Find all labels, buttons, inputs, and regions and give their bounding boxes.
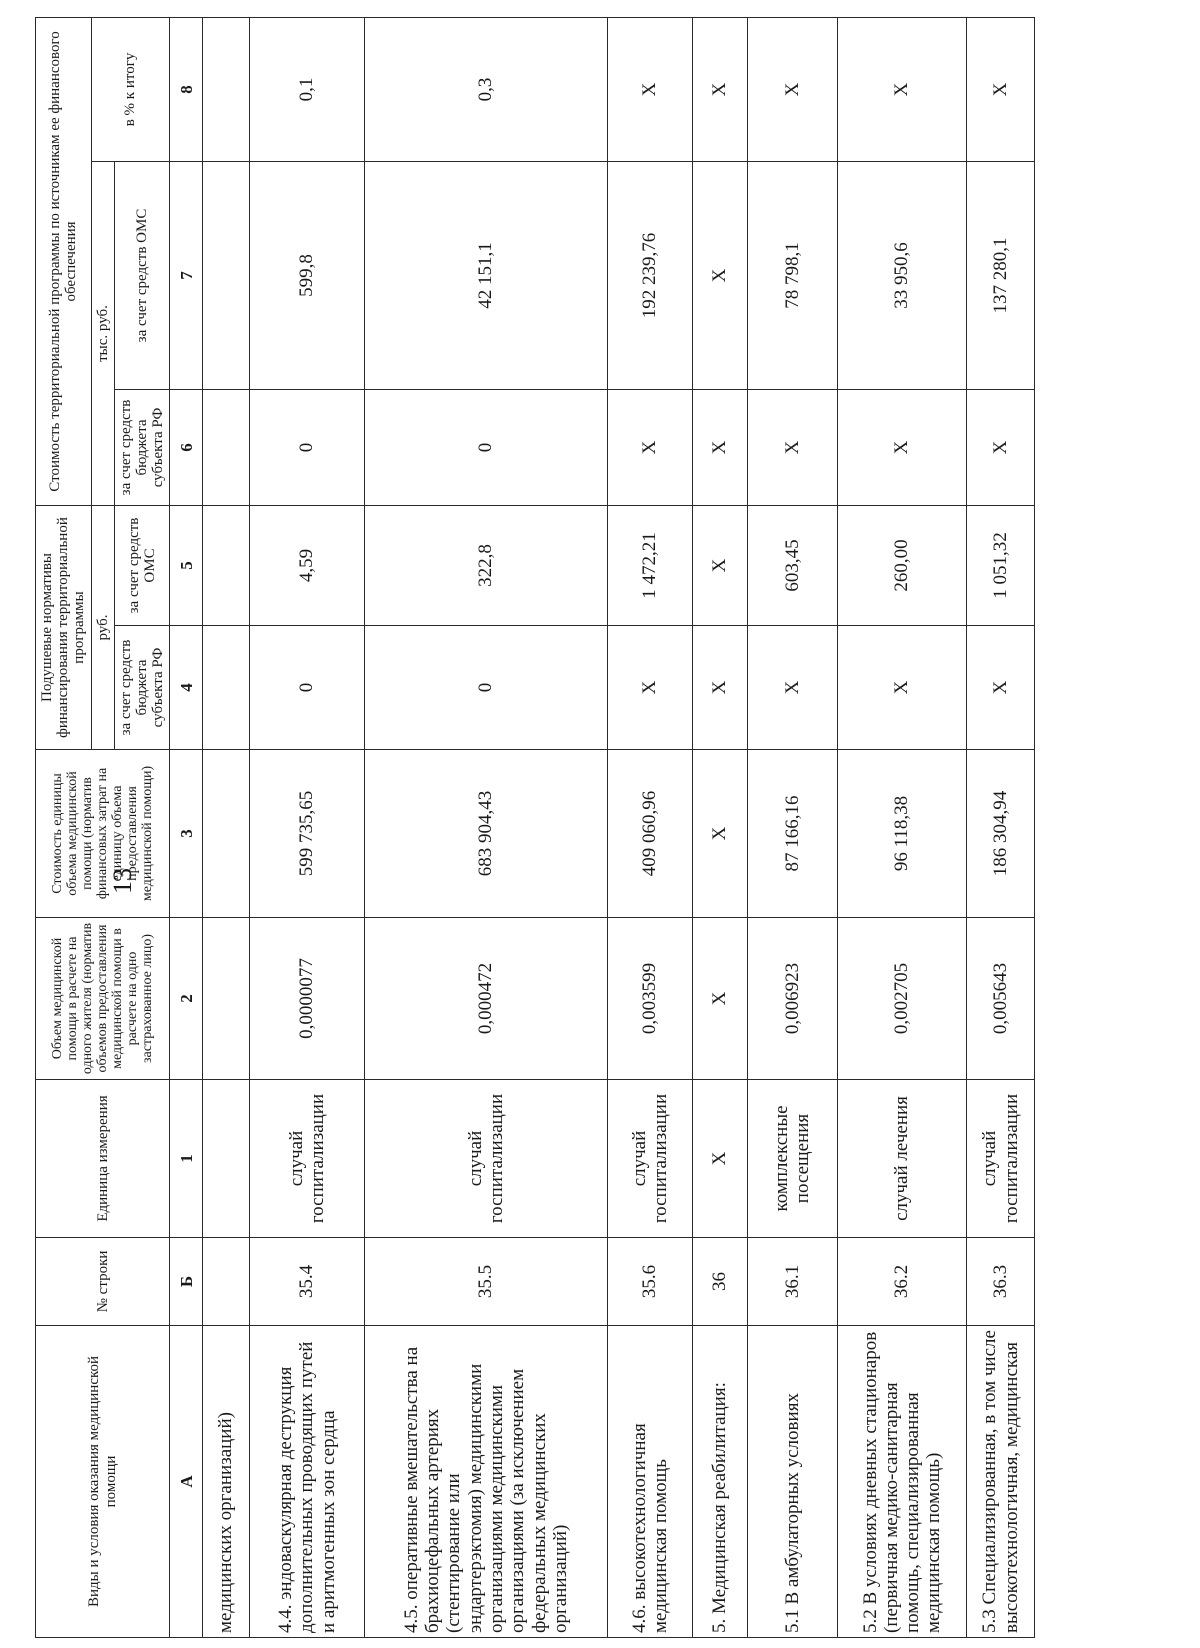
row-pc-budget: X	[607, 626, 692, 750]
column-index-row	[170, 17, 203, 1637]
header-pc-budget: за счет средств бюджета субъекта РФ	[114, 626, 170, 750]
row-unit-cost: 409 060,96	[607, 750, 692, 918]
row-pc-oms: X	[692, 505, 747, 625]
row-unit-cost: 87 166,16	[747, 750, 837, 918]
row-percent: X	[967, 17, 1035, 161]
row-volume	[203, 918, 250, 1080]
row-volume: 0,002705	[838, 918, 967, 1080]
row-cost-oms	[203, 161, 250, 389]
row-cost-budget: X	[838, 389, 967, 505]
column-index-cell: Б	[170, 1238, 203, 1326]
row-unit-cost: 96 118,38	[838, 750, 967, 918]
row-cost-budget: 0	[249, 389, 364, 505]
row-service-name: медицинских организаций)	[203, 1326, 250, 1638]
header-cost-budget: за счет средств бюджета субъекта РФ	[114, 389, 170, 505]
row-cost-budget: X	[967, 389, 1035, 505]
header-cost-unit: тыс. руб.	[91, 161, 114, 505]
row-pc-oms: 260,00	[838, 505, 967, 625]
row-unit	[203, 1080, 250, 1238]
table-body	[203, 17, 1035, 1637]
row-service-name: 4.4. эндоваскулярная деструкция дополнительных проводящих путей и аритмогенных зон сердца	[249, 1326, 364, 1638]
row-percent: X	[747, 17, 837, 161]
header-volume: Объем медицинской помощи в расчете на одного жителя (норматив объемов предоставления медицинской помощи в расчете на одно застрахованное лицо)	[36, 918, 170, 1080]
row-unit: X	[692, 1080, 747, 1238]
row-volume: 0,0000077	[249, 918, 364, 1080]
row-service-name: 5.3 Специализированная, в том числе высокотехнологичная, медицинская	[967, 1326, 1035, 1638]
table-row	[967, 17, 1035, 1637]
row-pc-oms: 1 472,21	[607, 505, 692, 625]
table-row	[607, 17, 692, 1637]
header-cost-oms: за счет средств ОМС	[114, 161, 170, 389]
table-row	[249, 17, 364, 1637]
row-percent: X	[607, 17, 692, 161]
row-unit-cost	[203, 750, 250, 918]
row-unit-cost: X	[692, 750, 747, 918]
row-line-number: 36.3	[967, 1238, 1035, 1326]
row-percent: 0,1	[249, 17, 364, 161]
row-percent: X	[692, 17, 747, 161]
header-cost-group: Стоимость территориальной программы по источникам ее финансового обеспечения	[36, 17, 92, 505]
row-pc-budget: X	[967, 626, 1035, 750]
table-row	[747, 17, 837, 1637]
row-service-name: 5. Медицинская реабилитация:	[692, 1326, 747, 1638]
row-line-number: 35.6	[607, 1238, 692, 1326]
row-cost-budget: X	[747, 389, 837, 505]
row-service-name: 4.6. высокотехнологичная медицинская помощь	[607, 1326, 692, 1638]
row-cost-oms: X	[692, 161, 747, 389]
row-pc-oms: 1 051,32	[967, 505, 1035, 625]
row-pc-oms: 322,8	[365, 505, 608, 625]
row-cost-oms: 192 239,76	[607, 161, 692, 389]
row-volume: 0,000472	[365, 918, 608, 1080]
row-unit: случай лечения	[838, 1080, 967, 1238]
row-cost-oms: 78 798,1	[747, 161, 837, 389]
header-line-number: № строки	[36, 1238, 170, 1326]
column-index-cell: 4	[170, 626, 203, 750]
row-unit-cost: 683 904,43	[365, 750, 608, 918]
column-index-cell: 2	[170, 918, 203, 1080]
row-unit: комплексные посещения	[747, 1080, 837, 1238]
row-percent: 0,3	[365, 17, 608, 161]
row-unit: случай госпитализации	[967, 1080, 1035, 1238]
row-volume: 0,005643	[967, 918, 1035, 1080]
header-per-capita-group: Подушевые нормативы финансирования территориальной программы	[36, 505, 92, 749]
column-index-cell: 6	[170, 389, 203, 505]
row-pc-oms: 603,45	[747, 505, 837, 625]
row-line-number: 35.5	[365, 1238, 608, 1326]
header-unit: Единица измерения	[36, 1080, 170, 1238]
row-cost-budget: X	[607, 389, 692, 505]
row-unit: случай госпитализации	[249, 1080, 364, 1238]
row-percent: X	[838, 17, 967, 161]
row-volume: 0,003599	[607, 918, 692, 1080]
column-index-cell: 1	[170, 1080, 203, 1238]
row-unit-cost: 186 304,94	[967, 750, 1035, 918]
header-pc-oms: за счет средств ОМС	[114, 505, 170, 625]
row-cost-budget	[203, 389, 250, 505]
row-cost-oms: 599,8	[249, 161, 364, 389]
row-cost-oms: 33 950,6	[838, 161, 967, 389]
header-percent-total: в % к итогу	[91, 17, 170, 161]
row-pc-budget: X	[838, 626, 967, 750]
column-index-cell: 8	[170, 17, 203, 161]
row-pc-oms: 4,59	[249, 505, 364, 625]
row-line-number	[203, 1238, 250, 1326]
header-service-type: Виды и условия оказания медицинской помощи	[36, 1326, 170, 1638]
row-pc-budget: 0	[365, 626, 608, 750]
column-index-cell: 7	[170, 161, 203, 389]
row-pc-budget	[203, 626, 250, 750]
row-pc-budget: X	[747, 626, 837, 750]
column-index-cell: 3	[170, 750, 203, 918]
row-line-number: 36.1	[747, 1238, 837, 1326]
row-cost-oms: 137 280,1	[967, 161, 1035, 389]
row-line-number: 35.4	[249, 1238, 364, 1326]
row-unit-cost: 599 735,65	[249, 750, 364, 918]
row-cost-budget: 0	[365, 389, 608, 505]
row-volume: 0,006923	[747, 918, 837, 1080]
row-percent	[203, 17, 250, 161]
table-row	[838, 17, 967, 1637]
row-unit: случай госпитализации	[607, 1080, 692, 1238]
row-line-number: 36.2	[838, 1238, 967, 1326]
row-unit: случай госпитализации	[365, 1080, 608, 1238]
row-service-name: 5.1 В амбулаторных условиях	[747, 1326, 837, 1638]
row-pc-budget: 0	[249, 626, 364, 750]
table-row	[203, 17, 250, 1637]
row-service-name: 4.5. оперативные вмешательства на брахиоцефальных артериях (стентирование или эндартерэктомия) медицинскими организациями медицинскими организациями (за исключением федеральных медицинских организаций)	[365, 1326, 608, 1638]
page-number: 13	[108, 868, 137, 894]
row-line-number: 36	[692, 1238, 747, 1326]
row-pc-oms	[203, 505, 250, 625]
row-service-name: 5.2 В условиях дневных стационаров (первичная медико-санитарная помощь, специализированная медицинская помощь)	[838, 1326, 967, 1638]
row-cost-budget: X	[692, 389, 747, 505]
row-cost-oms: 42 151,1	[365, 161, 608, 389]
row-pc-budget: X	[692, 626, 747, 750]
table-row	[365, 17, 608, 1637]
header-unit-cost: Стоимость единицы объема медицинской помощи (норматив финансовых затрат на единицу объема предоставления медицинской помощи)	[36, 750, 170, 918]
financing-table	[35, 17, 1035, 1638]
column-index-cell: А	[170, 1326, 203, 1638]
column-index-cell: 5	[170, 505, 203, 625]
row-volume: X	[692, 918, 747, 1080]
table-row	[692, 17, 747, 1637]
header-per-capita-unit: руб.	[91, 505, 114, 749]
